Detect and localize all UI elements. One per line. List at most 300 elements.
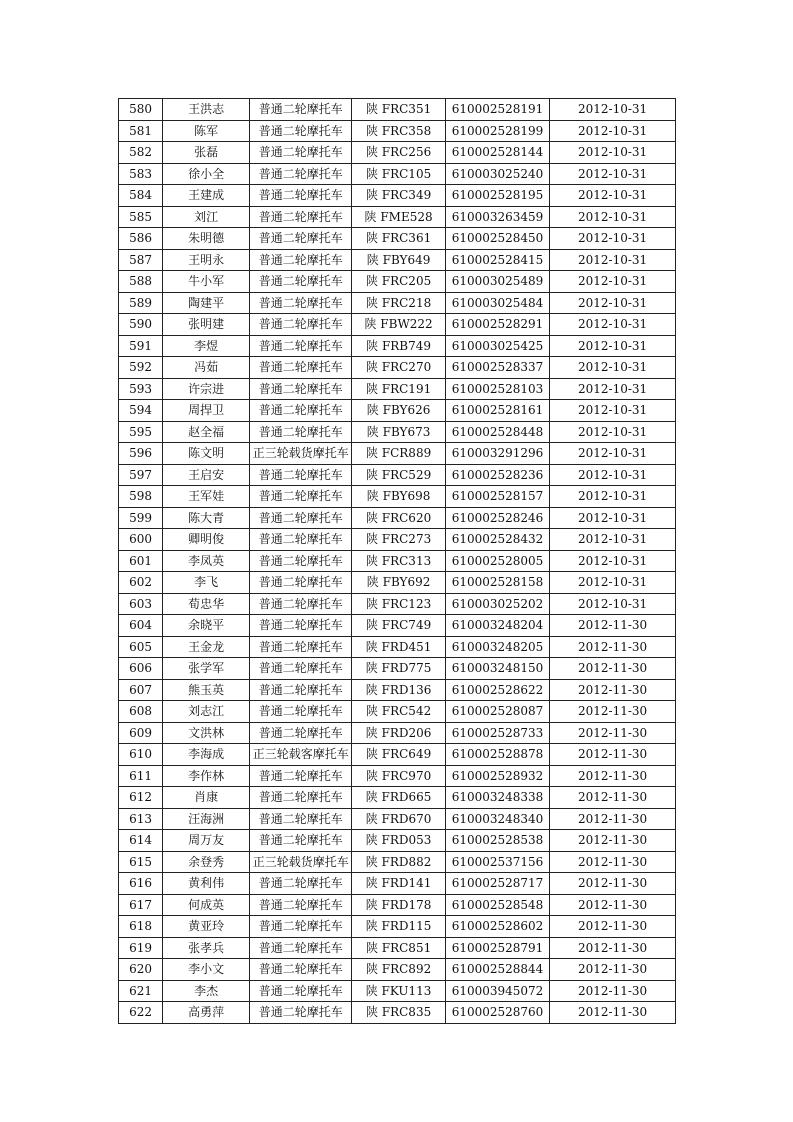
plate-number-cell: 陕 FRC620 [352,507,446,529]
date-cell: 2012-10-31 [550,378,676,400]
table-row [119,851,676,873]
row-number-cell: 587 [119,249,163,271]
record-id-cell: 610002528622 [445,679,549,701]
row-number-cell: 595 [119,421,163,443]
plate-number-cell: 陕 FRC749 [352,615,446,637]
date-cell: 2012-10-31 [550,550,676,572]
date-cell: 2012-11-30 [550,830,676,852]
person-name-cell: 许宗进 [163,378,250,400]
table-row [119,765,676,787]
date-cell: 2012-10-31 [550,486,676,508]
record-id-cell: 610002528191 [445,99,549,121]
row-number-cell: 591 [119,335,163,357]
date-cell: 2012-10-31 [550,529,676,551]
date-cell: 2012-11-30 [550,959,676,981]
plate-number-cell: 陕 FCR889 [352,443,446,465]
table-row [119,142,676,164]
vehicle-type-cell: 正三轮载货摩托车 [250,851,352,873]
table-row [119,292,676,314]
date-cell: 2012-11-30 [550,873,676,895]
vehicle-type-cell: 普通二轮摩托车 [250,271,352,293]
table-row [119,679,676,701]
date-cell: 2012-11-30 [550,894,676,916]
table-row [119,421,676,443]
plate-number-cell: 陕 FRD178 [352,894,446,916]
table-row [119,701,676,723]
plate-number-cell: 陕 FRD141 [352,873,446,895]
vehicle-type-cell: 普通二轮摩托车 [250,249,352,271]
plate-number-cell: 陕 FRD136 [352,679,446,701]
table-row [119,271,676,293]
record-id-cell: 610002528199 [445,120,549,142]
date-cell: 2012-10-31 [550,314,676,336]
plate-number-cell: 陕 FBY626 [352,400,446,422]
vehicle-type-cell: 普通二轮摩托车 [250,787,352,809]
vehicle-type-cell: 普通二轮摩托车 [250,529,352,551]
plate-number-cell: 陕 FRD665 [352,787,446,809]
record-id-cell: 610003025240 [445,163,549,185]
plate-number-cell: 陕 FRB749 [352,335,446,357]
plate-number-cell: 陕 FBY649 [352,249,446,271]
row-number-cell: 616 [119,873,163,895]
person-name-cell: 陈文明 [163,443,250,465]
plate-number-cell: 陕 FRD451 [352,636,446,658]
date-cell: 2012-11-30 [550,615,676,637]
vehicle-type-cell: 正三轮载货摩托车 [250,443,352,465]
row-number-cell: 582 [119,142,163,164]
vehicle-type-cell: 普通二轮摩托车 [250,658,352,680]
plate-number-cell: 陕 FRC205 [352,271,446,293]
plate-number-cell: 陕 FRC313 [352,550,446,572]
vehicle-type-cell: 普通二轮摩托车 [250,937,352,959]
table-row [119,228,676,250]
vehicle-type-cell: 普通二轮摩托车 [250,400,352,422]
vehicle-type-cell: 普通二轮摩托车 [250,593,352,615]
row-number-cell: 614 [119,830,163,852]
date-cell: 2012-10-31 [550,99,676,121]
row-number-cell: 618 [119,916,163,938]
table-row [119,185,676,207]
row-number-cell: 611 [119,765,163,787]
plate-number-cell: 陕 FRC892 [352,959,446,981]
table-row [119,787,676,809]
date-cell: 2012-11-30 [550,701,676,723]
date-cell: 2012-10-31 [550,271,676,293]
person-name-cell: 张磊 [163,142,250,164]
record-id-cell: 610002528158 [445,572,549,594]
plate-number-cell: 陕 FRC256 [352,142,446,164]
record-id-cell: 610002528005 [445,550,549,572]
date-cell: 2012-11-30 [550,916,676,938]
vehicle-type-cell: 普通二轮摩托车 [250,120,352,142]
vehicle-type-cell: 普通二轮摩托车 [250,572,352,594]
record-id-cell: 610003025484 [445,292,549,314]
record-id-cell: 610002528103 [445,378,549,400]
table-row [119,937,676,959]
row-number-cell: 606 [119,658,163,680]
plate-number-cell: 陕 FRD670 [352,808,446,830]
person-name-cell: 荀忠华 [163,593,250,615]
row-number-cell: 594 [119,400,163,422]
record-id-cell: 610003248204 [445,615,549,637]
table-row [119,830,676,852]
vehicle-type-cell: 普通二轮摩托车 [250,335,352,357]
table-row [119,120,676,142]
record-id-cell: 610002528844 [445,959,549,981]
date-cell: 2012-10-31 [550,335,676,357]
record-id-cell: 610002528337 [445,357,549,379]
row-number-cell: 592 [119,357,163,379]
person-name-cell: 冯茹 [163,357,250,379]
table-row [119,916,676,938]
vehicle-type-cell: 普通二轮摩托车 [250,830,352,852]
plate-number-cell: 陕 FRC218 [352,292,446,314]
date-cell: 2012-11-30 [550,808,676,830]
person-name-cell: 余晓平 [163,615,250,637]
vehicle-type-cell: 普通二轮摩托车 [250,679,352,701]
person-name-cell: 张学军 [163,658,250,680]
vehicle-type-cell: 普通二轮摩托车 [250,142,352,164]
row-number-cell: 600 [119,529,163,551]
row-number-cell: 597 [119,464,163,486]
row-number-cell: 610 [119,744,163,766]
person-name-cell: 王建成 [163,185,250,207]
row-number-cell: 590 [119,314,163,336]
plate-number-cell: 陕 FRD115 [352,916,446,938]
table-row [119,1002,676,1024]
plate-number-cell: 陕 FRC358 [352,120,446,142]
record-id-cell: 610002528450 [445,228,549,250]
row-number-cell: 593 [119,378,163,400]
vehicle-type-cell: 普通二轮摩托车 [250,421,352,443]
person-name-cell: 周万友 [163,830,250,852]
vehicle-type-cell: 普通二轮摩托车 [250,873,352,895]
table-row [119,507,676,529]
person-name-cell: 余登秀 [163,851,250,873]
records-table [118,98,676,1024]
date-cell: 2012-11-30 [550,658,676,680]
plate-number-cell: 陕 FRC123 [352,593,446,615]
table-row [119,744,676,766]
row-number-cell: 586 [119,228,163,250]
row-number-cell: 607 [119,679,163,701]
table-row [119,400,676,422]
vehicle-type-cell: 普通二轮摩托车 [250,206,352,228]
person-name-cell: 黄利伟 [163,873,250,895]
row-number-cell: 621 [119,980,163,1002]
date-cell: 2012-11-30 [550,722,676,744]
record-id-cell: 610003025489 [445,271,549,293]
person-name-cell: 李凤英 [163,550,250,572]
table-row [119,959,676,981]
record-id-cell: 610002528415 [445,249,549,271]
vehicle-type-cell: 普通二轮摩托车 [250,1002,352,1024]
date-cell: 2012-11-30 [550,636,676,658]
table-row [119,335,676,357]
date-cell: 2012-10-31 [550,292,676,314]
person-name-cell: 王洪志 [163,99,250,121]
vehicle-type-cell: 普通二轮摩托车 [250,314,352,336]
vehicle-type-cell: 普通二轮摩托车 [250,550,352,572]
row-number-cell: 613 [119,808,163,830]
date-cell: 2012-11-30 [550,787,676,809]
table-row [119,163,676,185]
date-cell: 2012-10-31 [550,249,676,271]
vehicle-type-cell: 正三轮载客摩托车 [250,744,352,766]
person-name-cell: 高勇萍 [163,1002,250,1024]
plate-number-cell: 陕 FRC851 [352,937,446,959]
row-number-cell: 612 [119,787,163,809]
date-cell: 2012-10-31 [550,421,676,443]
date-cell: 2012-11-30 [550,980,676,1002]
record-id-cell: 610002528161 [445,400,549,422]
record-id-cell: 610002528157 [445,486,549,508]
row-number-cell: 599 [119,507,163,529]
row-number-cell: 588 [119,271,163,293]
person-name-cell: 陈大青 [163,507,250,529]
vehicle-type-cell: 普通二轮摩托车 [250,292,352,314]
table-row [119,572,676,594]
vehicle-type-cell: 普通二轮摩托车 [250,959,352,981]
person-name-cell: 王明永 [163,249,250,271]
record-id-cell: 610002528760 [445,1002,549,1024]
plate-number-cell: 陕 FRC542 [352,701,446,723]
date-cell: 2012-11-30 [550,679,676,701]
plate-number-cell: 陕 FME528 [352,206,446,228]
person-name-cell: 文洪林 [163,722,250,744]
row-number-cell: 598 [119,486,163,508]
record-id-cell: 610002528144 [445,142,549,164]
date-cell: 2012-10-31 [550,400,676,422]
plate-number-cell: 陕 FRC270 [352,357,446,379]
vehicle-type-cell: 普通二轮摩托车 [250,464,352,486]
table-row [119,486,676,508]
record-id-cell: 610002528087 [445,701,549,723]
plate-number-cell: 陕 FRC349 [352,185,446,207]
row-number-cell: 615 [119,851,163,873]
person-name-cell: 汪海洲 [163,808,250,830]
table-row [119,206,676,228]
person-name-cell: 刘江 [163,206,250,228]
plate-number-cell: 陕 FRC529 [352,464,446,486]
table-row [119,443,676,465]
record-id-cell: 610002528432 [445,529,549,551]
vehicle-type-cell: 普通二轮摩托车 [250,486,352,508]
person-name-cell: 朱明德 [163,228,250,250]
record-id-cell: 610002528236 [445,464,549,486]
vehicle-type-cell: 普通二轮摩托车 [250,228,352,250]
table-row [119,378,676,400]
row-number-cell: 589 [119,292,163,314]
person-name-cell: 陶建平 [163,292,250,314]
row-number-cell: 622 [119,1002,163,1024]
record-id-cell: 610003248205 [445,636,549,658]
table-row [119,636,676,658]
date-cell: 2012-11-30 [550,937,676,959]
row-number-cell: 605 [119,636,163,658]
person-name-cell: 李飞 [163,572,250,594]
date-cell: 2012-10-31 [550,507,676,529]
record-id-cell: 610002528246 [445,507,549,529]
record-id-cell: 610002528932 [445,765,549,787]
record-id-cell: 610003945072 [445,980,549,1002]
record-id-cell: 610002528717 [445,873,549,895]
records-table-body [119,99,676,1024]
record-id-cell: 610003248338 [445,787,549,809]
row-number-cell: 596 [119,443,163,465]
row-number-cell: 585 [119,206,163,228]
row-number-cell: 619 [119,937,163,959]
person-name-cell: 黄亚玲 [163,916,250,938]
plate-number-cell: 陕 FRC191 [352,378,446,400]
record-id-cell: 610003025425 [445,335,549,357]
plate-number-cell: 陕 FRC649 [352,744,446,766]
person-name-cell: 李作林 [163,765,250,787]
table-row [119,464,676,486]
table-row [119,808,676,830]
plate-number-cell: 陕 FRC273 [352,529,446,551]
date-cell: 2012-10-31 [550,464,676,486]
vehicle-type-cell: 普通二轮摩托车 [250,615,352,637]
plate-number-cell: 陕 FRC351 [352,99,446,121]
row-number-cell: 601 [119,550,163,572]
date-cell: 2012-11-30 [550,765,676,787]
plate-number-cell: 陕 FRD882 [352,851,446,873]
vehicle-type-cell: 普通二轮摩托车 [250,507,352,529]
plate-number-cell: 陕 FKU113 [352,980,446,1002]
person-name-cell: 刘志江 [163,701,250,723]
plate-number-cell: 陕 FRC105 [352,163,446,185]
plate-number-cell: 陕 FBY673 [352,421,446,443]
table-row [119,550,676,572]
table-row [119,99,676,121]
record-id-cell: 610002528291 [445,314,549,336]
date-cell: 2012-10-31 [550,572,676,594]
date-cell: 2012-10-31 [550,357,676,379]
table-row [119,658,676,680]
row-number-cell: 581 [119,120,163,142]
table-row [119,593,676,615]
person-name-cell: 牛小军 [163,271,250,293]
row-number-cell: 603 [119,593,163,615]
person-name-cell: 张孝兵 [163,937,250,959]
person-name-cell: 李小文 [163,959,250,981]
record-id-cell: 610003291296 [445,443,549,465]
record-id-cell: 610003025202 [445,593,549,615]
record-id-cell: 610002528733 [445,722,549,744]
person-name-cell: 陈军 [163,120,250,142]
date-cell: 2012-11-30 [550,1002,676,1024]
person-name-cell: 李海成 [163,744,250,766]
person-name-cell: 王启安 [163,464,250,486]
plate-number-cell: 陕 FRC361 [352,228,446,250]
table-row [119,722,676,744]
record-id-cell: 610002528448 [445,421,549,443]
row-number-cell: 584 [119,185,163,207]
vehicle-type-cell: 普通二轮摩托车 [250,980,352,1002]
person-name-cell: 王金龙 [163,636,250,658]
record-id-cell: 610003248150 [445,658,549,680]
row-number-cell: 620 [119,959,163,981]
row-number-cell: 602 [119,572,163,594]
vehicle-type-cell: 普通二轮摩托车 [250,701,352,723]
date-cell: 2012-10-31 [550,228,676,250]
table-row [119,357,676,379]
table-row [119,980,676,1002]
table-row [119,314,676,336]
plate-number-cell: 陕 FRD053 [352,830,446,852]
vehicle-type-cell: 普通二轮摩托车 [250,765,352,787]
row-number-cell: 617 [119,894,163,916]
plate-number-cell: 陕 FRD775 [352,658,446,680]
person-name-cell: 王军娃 [163,486,250,508]
row-number-cell: 608 [119,701,163,723]
plate-number-cell: 陕 FBW222 [352,314,446,336]
vehicle-type-cell: 普通二轮摩托车 [250,378,352,400]
table-row [119,529,676,551]
date-cell: 2012-11-30 [550,744,676,766]
date-cell: 2012-10-31 [550,593,676,615]
person-name-cell: 周捍卫 [163,400,250,422]
record-id-cell: 610002528791 [445,937,549,959]
date-cell: 2012-10-31 [550,206,676,228]
vehicle-type-cell: 普通二轮摩托车 [250,163,352,185]
person-name-cell: 李杰 [163,980,250,1002]
person-name-cell: 肖康 [163,787,250,809]
person-name-cell: 徐小全 [163,163,250,185]
date-cell: 2012-11-30 [550,851,676,873]
row-number-cell: 583 [119,163,163,185]
plate-number-cell: 陕 FBY692 [352,572,446,594]
plate-number-cell: 陕 FRC835 [352,1002,446,1024]
row-number-cell: 604 [119,615,163,637]
row-number-cell: 580 [119,99,163,121]
table-row [119,894,676,916]
vehicle-type-cell: 普通二轮摩托车 [250,808,352,830]
record-id-cell: 610002528602 [445,916,549,938]
date-cell: 2012-10-31 [550,185,676,207]
date-cell: 2012-10-31 [550,142,676,164]
vehicle-type-cell: 普通二轮摩托车 [250,722,352,744]
plate-number-cell: 陕 FBY698 [352,486,446,508]
vehicle-type-cell: 普通二轮摩托车 [250,185,352,207]
record-id-cell: 610002537156 [445,851,549,873]
vehicle-type-cell: 普通二轮摩托车 [250,636,352,658]
date-cell: 2012-10-31 [550,163,676,185]
record-id-cell: 610002528548 [445,894,549,916]
record-id-cell: 610003263459 [445,206,549,228]
table-row [119,249,676,271]
record-id-cell: 610002528538 [445,830,549,852]
person-name-cell: 张明建 [163,314,250,336]
date-cell: 2012-10-31 [550,120,676,142]
record-id-cell: 610002528878 [445,744,549,766]
record-id-cell: 610002528195 [445,185,549,207]
person-name-cell: 赵全福 [163,421,250,443]
vehicle-type-cell: 普通二轮摩托车 [250,916,352,938]
date-cell: 2012-10-31 [550,443,676,465]
record-id-cell: 610003248340 [445,808,549,830]
vehicle-type-cell: 普通二轮摩托车 [250,894,352,916]
table-row [119,873,676,895]
person-name-cell: 卿明俊 [163,529,250,551]
table-row [119,615,676,637]
plate-number-cell: 陕 FRC970 [352,765,446,787]
plate-number-cell: 陕 FRD206 [352,722,446,744]
person-name-cell: 李煜 [163,335,250,357]
vehicle-type-cell: 普通二轮摩托车 [250,99,352,121]
person-name-cell: 何成英 [163,894,250,916]
